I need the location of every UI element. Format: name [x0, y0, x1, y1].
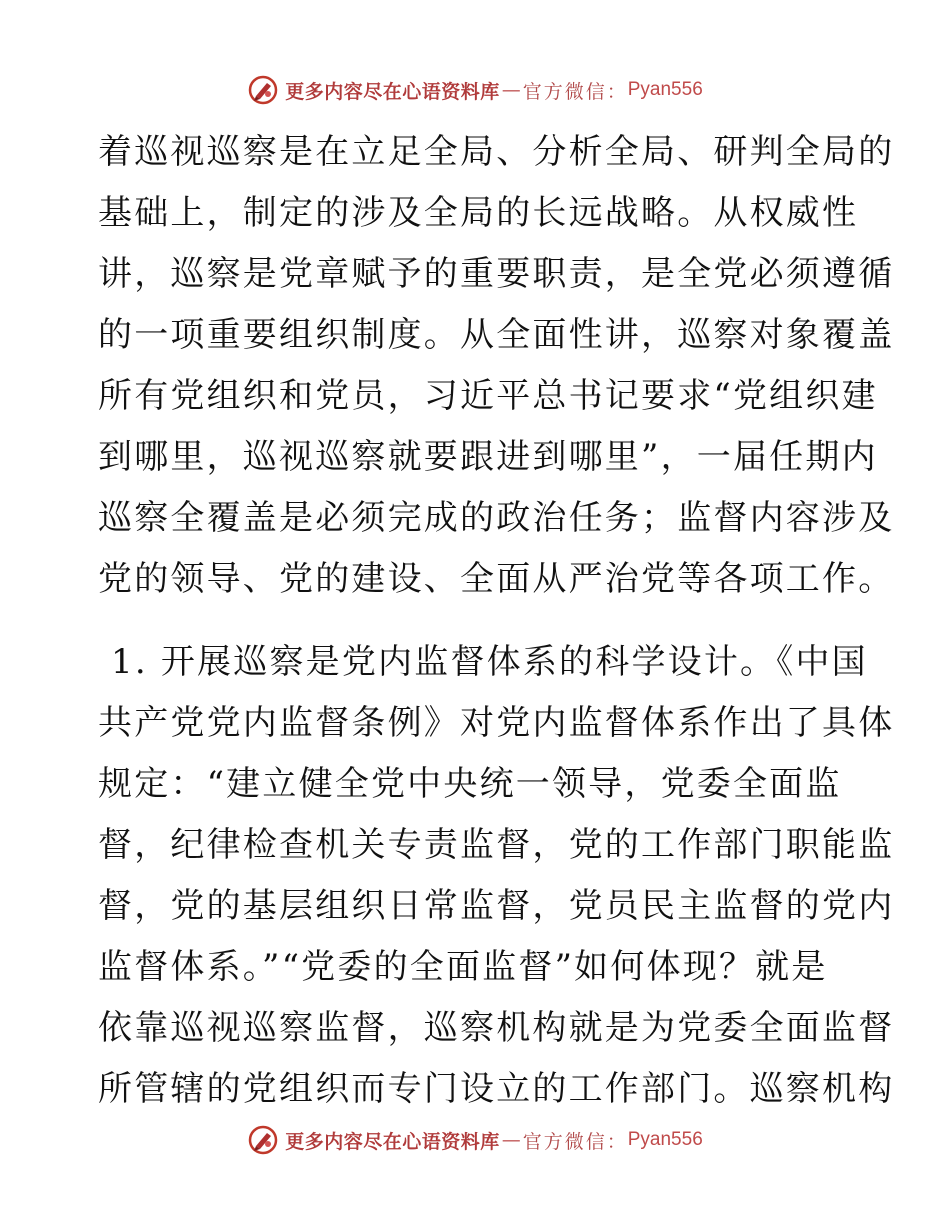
text-line: 依靠巡视巡察监督，巡察机构就是为党委全面监督 [98, 1008, 895, 1048]
paragraph-1 [98, 122, 895, 610]
paragraph-gap [98, 610, 858, 632]
banner-dash: — [501, 1129, 521, 1151]
text-line: 到哪里，巡视巡察就要跟进到哪里”，一届任期内 [98, 437, 878, 477]
text-line: 督，纪律检查机关专责监督，党的工作部门职能监 [98, 825, 895, 865]
banner-dash: — [501, 79, 521, 101]
text-line: 规定：“建立健全党中央统一领导，党委全面监 [98, 764, 842, 804]
brand-logo-icon [247, 1124, 279, 1156]
banner-wechat-id: Pyan556 [627, 79, 703, 100]
text-line: 1. 开展巡察是党内监督体系的科学设计。《中国 [98, 642, 868, 682]
header-banner [0, 70, 950, 110]
text-line: 所管辖的党组织而专门设立的工作部门。巡察机构 [98, 1069, 895, 1109]
paragraph-2 [98, 632, 895, 1120]
text-line: 监督体系。”“党委的全面监督”如何体现？就是 [98, 947, 828, 987]
text-line: 讲，巡察是党章赋予的重要职责，是全党必须遵循 [98, 254, 895, 294]
text-line: 党的领导、党的建设、全面从严治党等各项工作。 [98, 559, 895, 599]
banner-wechat-id: Pyan556 [627, 1129, 703, 1150]
text-line: 共产党党内监督条例》对党内监督体系作出了具体 [98, 703, 895, 743]
banner-brand-text: 更多内容尽在心语资料库 [285, 80, 500, 103]
text-line: 所有党组织和党员，习近平总书记要求“党组织建 [98, 376, 878, 416]
text-line: 巡察全覆盖是必须完成的政治任务；监督内容涉及 [98, 498, 895, 538]
document-body [98, 122, 895, 1120]
banner-official-label: 官方微信： [522, 1130, 628, 1153]
footer-banner [0, 1120, 950, 1160]
text-line: 督，党的基层组织日常监督，党员民主监督的党内 [98, 886, 895, 926]
banner-official-label: 官方微信： [522, 80, 628, 103]
banner-brand-text: 更多内容尽在心语资料库 [285, 1130, 500, 1153]
text-line: 基础上，制定的涉及全局的长远战略。从权威性 [98, 193, 859, 233]
text-line: 的一项重要组织制度。从全面性讲，巡察对象覆盖 [98, 315, 895, 355]
brand-logo-icon [247, 74, 279, 106]
text-line: 着巡视巡察是在立足全局、分析全局、研判全局的 [98, 132, 895, 172]
